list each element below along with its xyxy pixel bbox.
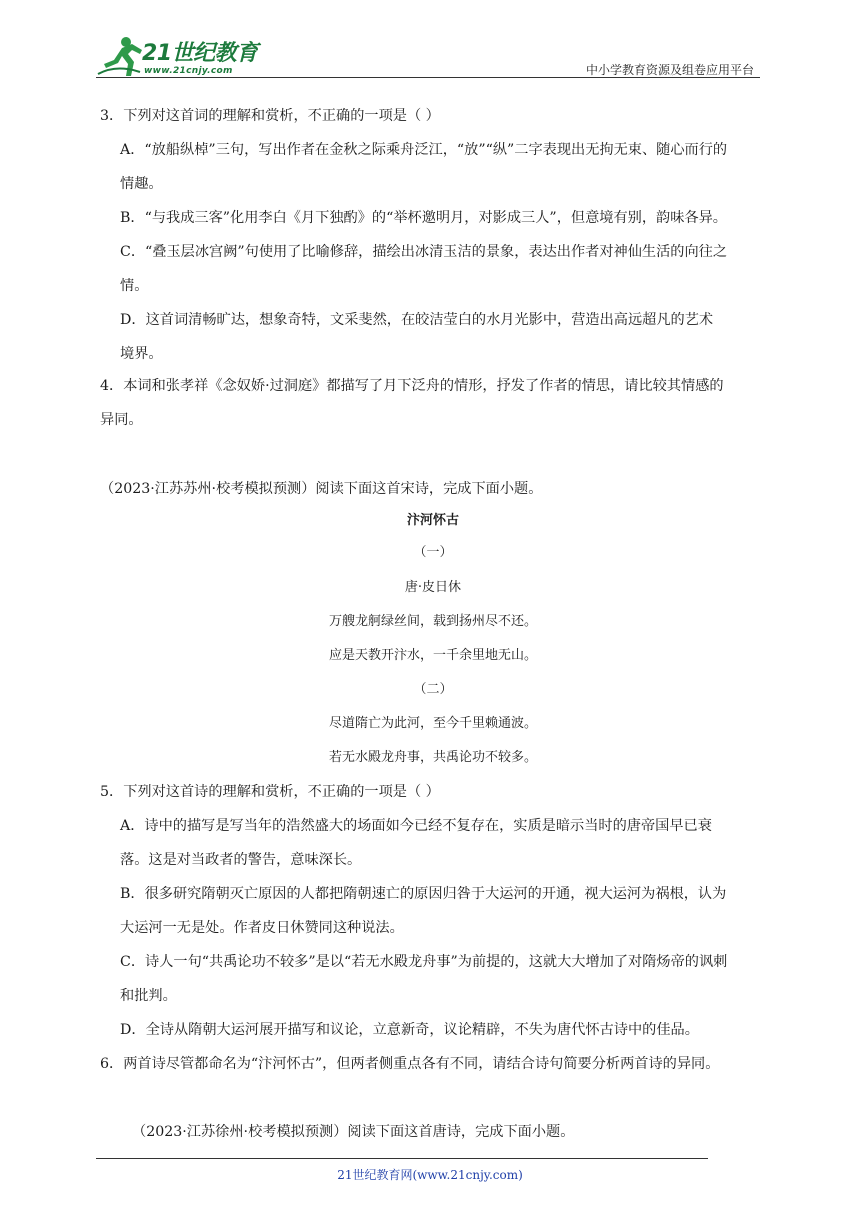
q3-stem: 3．下列对这首词的理解和赏析，不正确的一项是（ ） xyxy=(100,108,440,124)
q4-line2: 异同。 xyxy=(100,412,143,428)
header-platform-text: 中小学教育资源及组卷应用平台 xyxy=(585,63,754,77)
q3-option-a-line1: A．“放船纵棹”三句，写出作者在金秋之际乘舟泛江，“放”“纵”二字表现出无拘无束、随心而行的 xyxy=(120,142,728,158)
q3-option-d-line1: D．这首词清畅旷达，想象奇特，文采斐然，在皎洁莹白的水月光影中，营造出高远超凡的艺术 xyxy=(120,312,714,328)
poem-part-2: （二） xyxy=(413,682,453,697)
poem-line-2: 应是天教开汴水，一千余里地无山。 xyxy=(328,648,537,663)
poem-part-1: （一） xyxy=(413,545,453,560)
q3-option-c-line2: 情。 xyxy=(120,278,149,294)
q5-option-b-line1: B．很多研究隋朝灭亡原因的人都把隋朝速亡的原因归咎于大运河的开通，视大运河为祸根，认为 xyxy=(120,886,727,902)
poem-author: 唐·皮日休 xyxy=(404,580,462,595)
footer-divider xyxy=(96,1158,708,1159)
runner-logo-icon xyxy=(96,34,144,78)
passage-intro-1: （2023·江苏苏州·校考模拟预测）阅读下面这首宋诗，完成下面小题。 xyxy=(100,481,543,497)
q5-option-c-line1: C．诗人一句“共禹论功不较多”是以“若无水殿龙舟事”为前提的，这就大大增加了对隋炀帝的讽刺 xyxy=(120,954,728,970)
header-divider xyxy=(96,77,760,78)
site-logo xyxy=(96,34,266,78)
page-header xyxy=(96,30,760,82)
q5-option-d: D．全诗从隋朝大运河展开描写和议论，立意新奇，议论精辟，不失为唐代怀古诗中的佳品。 xyxy=(120,1022,699,1038)
q4-line1: 4．本词和张孝祥《念奴娇·过洞庭》都描写了月下泛舟的情形，抒发了作者的情思，请比较其情感的 xyxy=(100,378,724,394)
poem-line-3: 尽道隋亡为此河，至今千里赖通波。 xyxy=(328,716,537,731)
q3-option-d-line2: 境界。 xyxy=(120,346,163,362)
passage-intro-2: （2023·江苏徐州·校考模拟预测）阅读下面这首唐诗，完成下面小题。 xyxy=(132,1124,575,1140)
q3-option-a-line2: 情趣。 xyxy=(120,176,163,192)
q5-option-c-line2: 和批判。 xyxy=(120,988,177,1004)
q5-option-a-line1: A．诗中的描写是写当年的浩然盛大的场面如今已经不复存在，实质是暗示当时的唐帝国早已衰 xyxy=(120,818,712,834)
q5-option-b-line2: 大运河一无是处。作者皮日休赞同这种说法。 xyxy=(120,920,404,936)
q3-option-b: B．“与我成三客”化用李白《月下独酌》的“举杯邀明月，对影成三人”，但意境有别，韵味各异。 xyxy=(120,210,727,226)
q5-stem: 5．下列对这首诗的理解和赏析，不正确的一项是（ ） xyxy=(100,784,440,800)
q3-option-c-line1: C．“叠玉层冰宫阙”句使用了比喻修辞，描绘出冰清玉洁的景象，表达出作者对神仙生活的向往之 xyxy=(120,244,728,260)
logo-url: www.21cnjy.com xyxy=(144,66,233,76)
logo-text: 21世纪教育 xyxy=(142,41,258,66)
poem-line-1: 万艘龙舸绿丝间，载到扬州尽不还。 xyxy=(328,614,537,629)
poem-line-4: 若无水殿龙舟事，共禹论功不较多。 xyxy=(328,750,537,765)
q5-option-a-line2: 落。这是对当政者的警告，意味深长。 xyxy=(120,852,362,868)
poem-title: 汴河怀古 xyxy=(406,513,459,528)
footer-text: 21世纪教育网(www.21cnjy.com) xyxy=(337,1168,523,1182)
q6-line1: 6．两首诗尽管都命名为“汴河怀古”，但两者侧重点各有不同，请结合诗句简要分析两首诗的异同。 xyxy=(100,1056,720,1072)
